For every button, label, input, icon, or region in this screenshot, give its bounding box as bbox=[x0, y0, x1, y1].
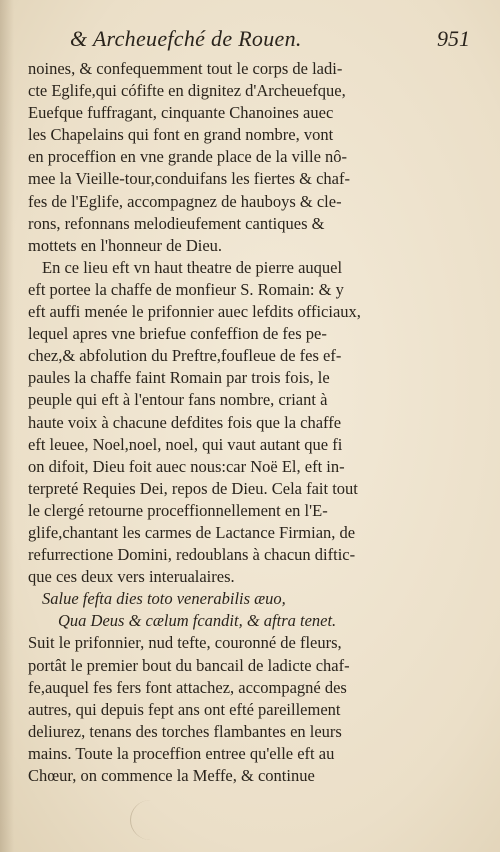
text-line: deliurez, tenans des torches flambantes en leurs bbox=[28, 721, 342, 741]
text-line: cte Eglife,qui cófifte en dignitez d'Archeuefque, bbox=[28, 81, 346, 101]
text-line: que ces deux vers interualaires. bbox=[28, 567, 235, 587]
text-line: noines, & confequemment tout le corps de ladi- bbox=[28, 59, 343, 78]
text-line: les Chapelains qui font en grand nombre, vont bbox=[28, 125, 334, 145]
text-line: eft portee la chaffe de monfieur S. Romain: & y bbox=[28, 279, 344, 299]
text-line: Suit le prifonnier, nud tefte, couronné de fleurs, bbox=[28, 633, 342, 653]
verse-line: Salue fefta dies toto venerabilis æuo, bbox=[42, 589, 286, 609]
body-text bbox=[28, 58, 482, 787]
text-line: chez,& abfolution du Preftre,foufleue de fes ef- bbox=[28, 346, 342, 366]
text-line: fe,auquel fes fers font attachez, accompagné des bbox=[28, 677, 347, 697]
text-line: mains. Toute la proceffion entree qu'elle eft au bbox=[28, 743, 335, 763]
text-line: paules la chaffe faint Romain par trois fois, le bbox=[28, 368, 330, 388]
text-line: le clergé retourne proceffionnellement en l'E- bbox=[28, 500, 328, 520]
running-header bbox=[70, 26, 470, 56]
text-line: portât le premier bout du bancail de ladicte chaf- bbox=[28, 655, 350, 675]
verse-line: Qua Deus & cælum fcandit, & aftra tenet. bbox=[58, 611, 337, 631]
text-line: peuple qui eft à l'entour fans nombre, criant à bbox=[28, 390, 328, 410]
paper-stain bbox=[130, 800, 171, 840]
text-line: En ce lieu eft vn haut theatre de pierre auquel bbox=[42, 257, 343, 277]
text-line: mee la Vieille-tour,conduifans les fiertes & chaf- bbox=[28, 169, 350, 189]
text-line: fes de l'Eglife, accompagnez de hauboys & cle- bbox=[28, 191, 342, 211]
text-line: lequel apres vne briefue confeffion de fes pe- bbox=[28, 324, 327, 344]
text-line: haute voix à chacune defdites fois que la chaffe bbox=[28, 412, 342, 432]
page-number: 951 bbox=[437, 26, 470, 51]
text-line: eft auffi menée le prifonnier auec lefdits officiaux, bbox=[28, 302, 361, 322]
text-line: eft leuee, Noel,noel, noel, qui vaut autant que fi bbox=[28, 434, 343, 454]
text-line: rons, refonnans melodieufement cantiques & bbox=[28, 213, 325, 233]
text-line: refurrectione Domini, redoublans à chacun diftic- bbox=[28, 545, 356, 565]
gutter-shadow bbox=[0, 0, 14, 852]
text-line: en proceffion en vne grande place de la ville nô- bbox=[28, 147, 348, 167]
text-line: on difoit, Dieu foit auec nous:car Noë El, eft in- bbox=[28, 456, 345, 476]
running-title: & Archeuefché de Rouen. bbox=[70, 26, 302, 51]
text-line: mottets en l'honneur de Dieu. bbox=[28, 235, 223, 255]
text-line: Euefque fuffragant, cinquante Chanoines auec bbox=[28, 103, 334, 123]
text-line: Chœur, on commence la Meffe, & continue bbox=[28, 766, 315, 785]
text-line: glife,chantant les carmes de Lactance Firmian, de bbox=[28, 522, 356, 542]
text-line: terpreté Requies Dei, repos de Dieu. Cela fait tout bbox=[28, 478, 358, 498]
text-line: autres, qui depuis fept ans ont efté pareillement bbox=[28, 699, 341, 719]
